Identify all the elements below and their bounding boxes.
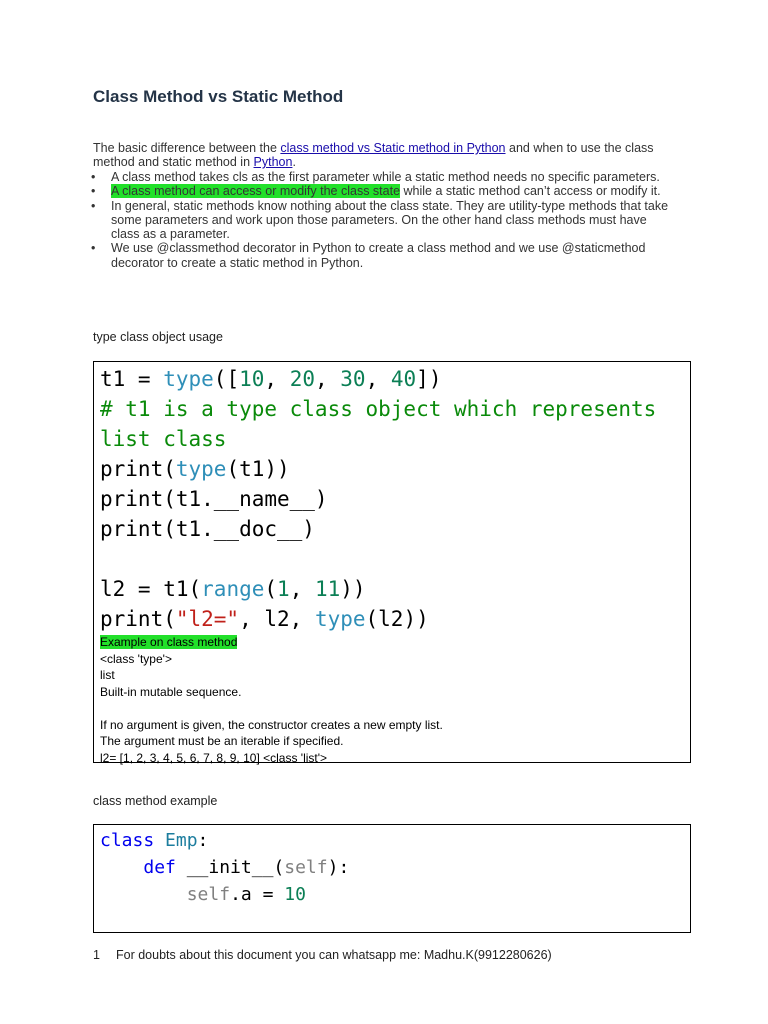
bullet-icon: • bbox=[91, 241, 96, 256]
link-python[interactable]: Python bbox=[253, 155, 293, 169]
bullet-list bbox=[93, 170, 673, 270]
code-blank-line bbox=[100, 544, 656, 574]
page-number: 1 bbox=[93, 948, 100, 962]
caption-type-usage: type class object usage bbox=[93, 330, 223, 344]
code-line: self.a = 10 bbox=[186, 884, 306, 905]
code-output bbox=[100, 634, 656, 766]
code-line: print(type(t1)) bbox=[100, 457, 290, 481]
output-line: <class 'type'> bbox=[100, 651, 172, 666]
bullet-text: We use @classmethod decorator in Python to create a class method and we use @staticmethod decorator to create a static method in Python. bbox=[111, 241, 646, 270]
output-highlight: Example on class method bbox=[100, 635, 238, 649]
code-comment: # t1 is a type class object which represents bbox=[100, 397, 657, 421]
bullet-icon: • bbox=[91, 170, 96, 184]
code-line: def __init__(self): bbox=[143, 857, 350, 878]
code-line: print("l2=", l2, type(l2)) bbox=[100, 607, 429, 631]
caption-class-method: class method example bbox=[93, 794, 218, 808]
list-item bbox=[93, 184, 673, 198]
output-line: If no argument is given, the constructor creates a new empty list. bbox=[100, 717, 443, 732]
footer-text: For doubts about this document you can whatsapp me: Madhu.K(9912280626) bbox=[116, 948, 552, 962]
link-class-vs-static[interactable]: class method vs Static method in Python bbox=[280, 141, 506, 155]
code-line: l2 = t1(range(1, 11)) bbox=[100, 577, 366, 601]
intro-paragraph bbox=[93, 141, 663, 169]
bullet-text: In general, static methods know nothing about the class state. They are utility-type methods that take some parameters and work upon those parameters. On the other hand class methods must have class as a parameter. bbox=[111, 198, 669, 242]
code-block-class-method bbox=[93, 824, 691, 933]
code-line: class Emp: bbox=[100, 830, 209, 851]
code-line: print(t1.__doc__) bbox=[100, 517, 315, 541]
list-item bbox=[93, 170, 673, 184]
bullet-text: while a static method can’t access or modify it. bbox=[400, 184, 661, 199]
page-title: Class Method vs Static Method bbox=[93, 87, 344, 106]
bullet-icon: • bbox=[91, 198, 96, 213]
list-item bbox=[93, 241, 673, 270]
intro-text-after: . bbox=[292, 155, 296, 169]
highlighted-text: A class method can access or modify the class state bbox=[111, 184, 401, 199]
intro-text-middle: and when to use the class method and static method in bbox=[93, 141, 654, 169]
code-block-type-usage bbox=[93, 361, 691, 763]
output-line: Built-in mutable sequence. bbox=[100, 684, 242, 699]
bullet-text: A class method takes cls as the first parameter while a static method needs no specific parameters. bbox=[111, 170, 660, 184]
bullet-icon: • bbox=[91, 184, 96, 199]
page-footer bbox=[93, 948, 552, 962]
intro-text-before: The basic difference between the bbox=[93, 141, 281, 155]
list-item bbox=[93, 199, 673, 242]
output-line: l2= [1, 2, 3, 4, 5, 6, 7, 8, 9, 10] <class 'list'> bbox=[100, 750, 328, 765]
output-line: The argument must be an iterable if specified. bbox=[100, 734, 344, 748]
code-comment: list class bbox=[100, 427, 227, 451]
output-line: list bbox=[100, 668, 115, 682]
code-line: t1 = type([10, 20, 30, 40]) bbox=[100, 367, 442, 391]
code-line: print(t1.__name__) bbox=[100, 487, 328, 511]
